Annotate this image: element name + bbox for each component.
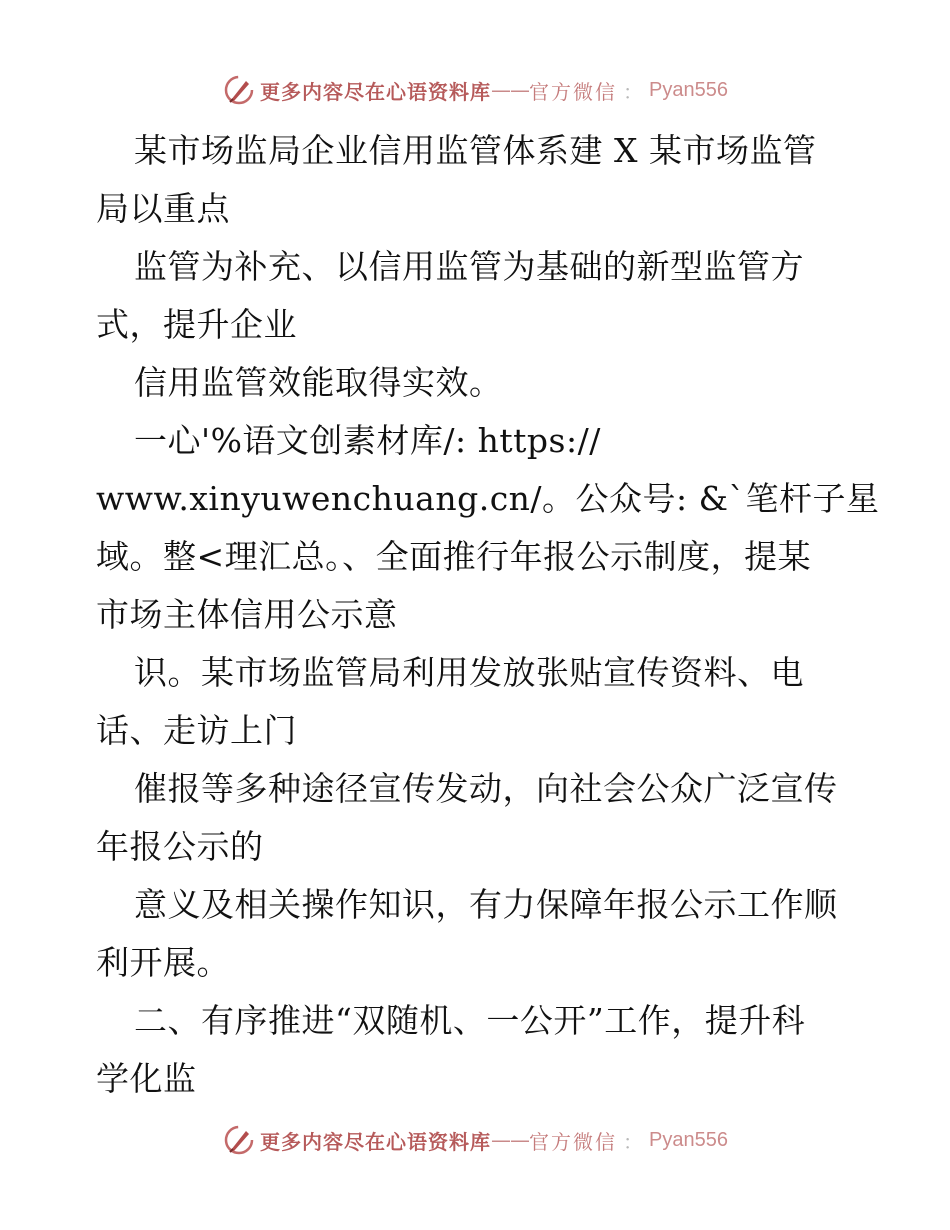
body-line: 局以重点 <box>96 189 230 228</box>
quill-pen-circle-icon <box>222 1123 256 1157</box>
body-line: 一心'%语文创素材库/: https:// <box>134 421 601 460</box>
watermark-brand: 更多内容尽在心语资料库 <box>260 79 492 104</box>
watermark-dash: —— <box>491 78 530 102</box>
body-line: 催报等多种途径宣传发动，向社会公众广泛宣传 <box>134 769 838 808</box>
quill-pen-circle-icon <box>222 73 256 107</box>
watermark-wechat-label: 官方微信 <box>529 79 618 104</box>
header-watermark <box>0 70 950 110</box>
footer-watermark <box>0 1120 950 1160</box>
watermark-handle: Pyan556 <box>649 1128 728 1151</box>
watermark-wechat-label: 官方微信 <box>529 1129 618 1154</box>
body-line: 识。某市场监管局利用发放张贴宣传资料、电 <box>134 653 804 692</box>
watermark-separator: ： <box>623 79 644 104</box>
body-line: 学化监 <box>96 1059 197 1098</box>
watermark-dash: —— <box>491 1128 530 1152</box>
body-line: 二、有序推进“双随机、一公开”工作，提升科 <box>134 1001 806 1040</box>
watermark-brand: 更多内容尽在心语资料库 <box>260 1129 492 1154</box>
body-line: 市场主体信用公示意 <box>96 595 398 634</box>
body-line: 监管为补充、以信用监管为基础的新型监管方 <box>134 247 804 286</box>
body-line: 式，提升企业 <box>96 305 297 344</box>
body-line: 域。整<理汇总。、全面推行年报公示制度，提某 <box>96 537 812 576</box>
body-line: 某市场监局企业信用监管体系建 X 某市场监管 <box>134 131 817 170</box>
body-line: 话、走访上门 <box>96 711 297 750</box>
body-line: 意义及相关操作知识，有力保障年报公示工作顺 <box>134 885 838 924</box>
body-line: 信用监管效能取得实效。 <box>134 363 503 402</box>
body-line: 利开展。 <box>96 943 230 982</box>
body-line: www.xinyuwenchuang.cn/。公众号: &`笔杆子星 <box>96 479 880 518</box>
body-line: 年报公示的 <box>96 827 264 866</box>
document-body <box>96 122 880 1108</box>
watermark-handle: Pyan556 <box>649 78 728 101</box>
watermark-separator: ： <box>623 1129 644 1154</box>
